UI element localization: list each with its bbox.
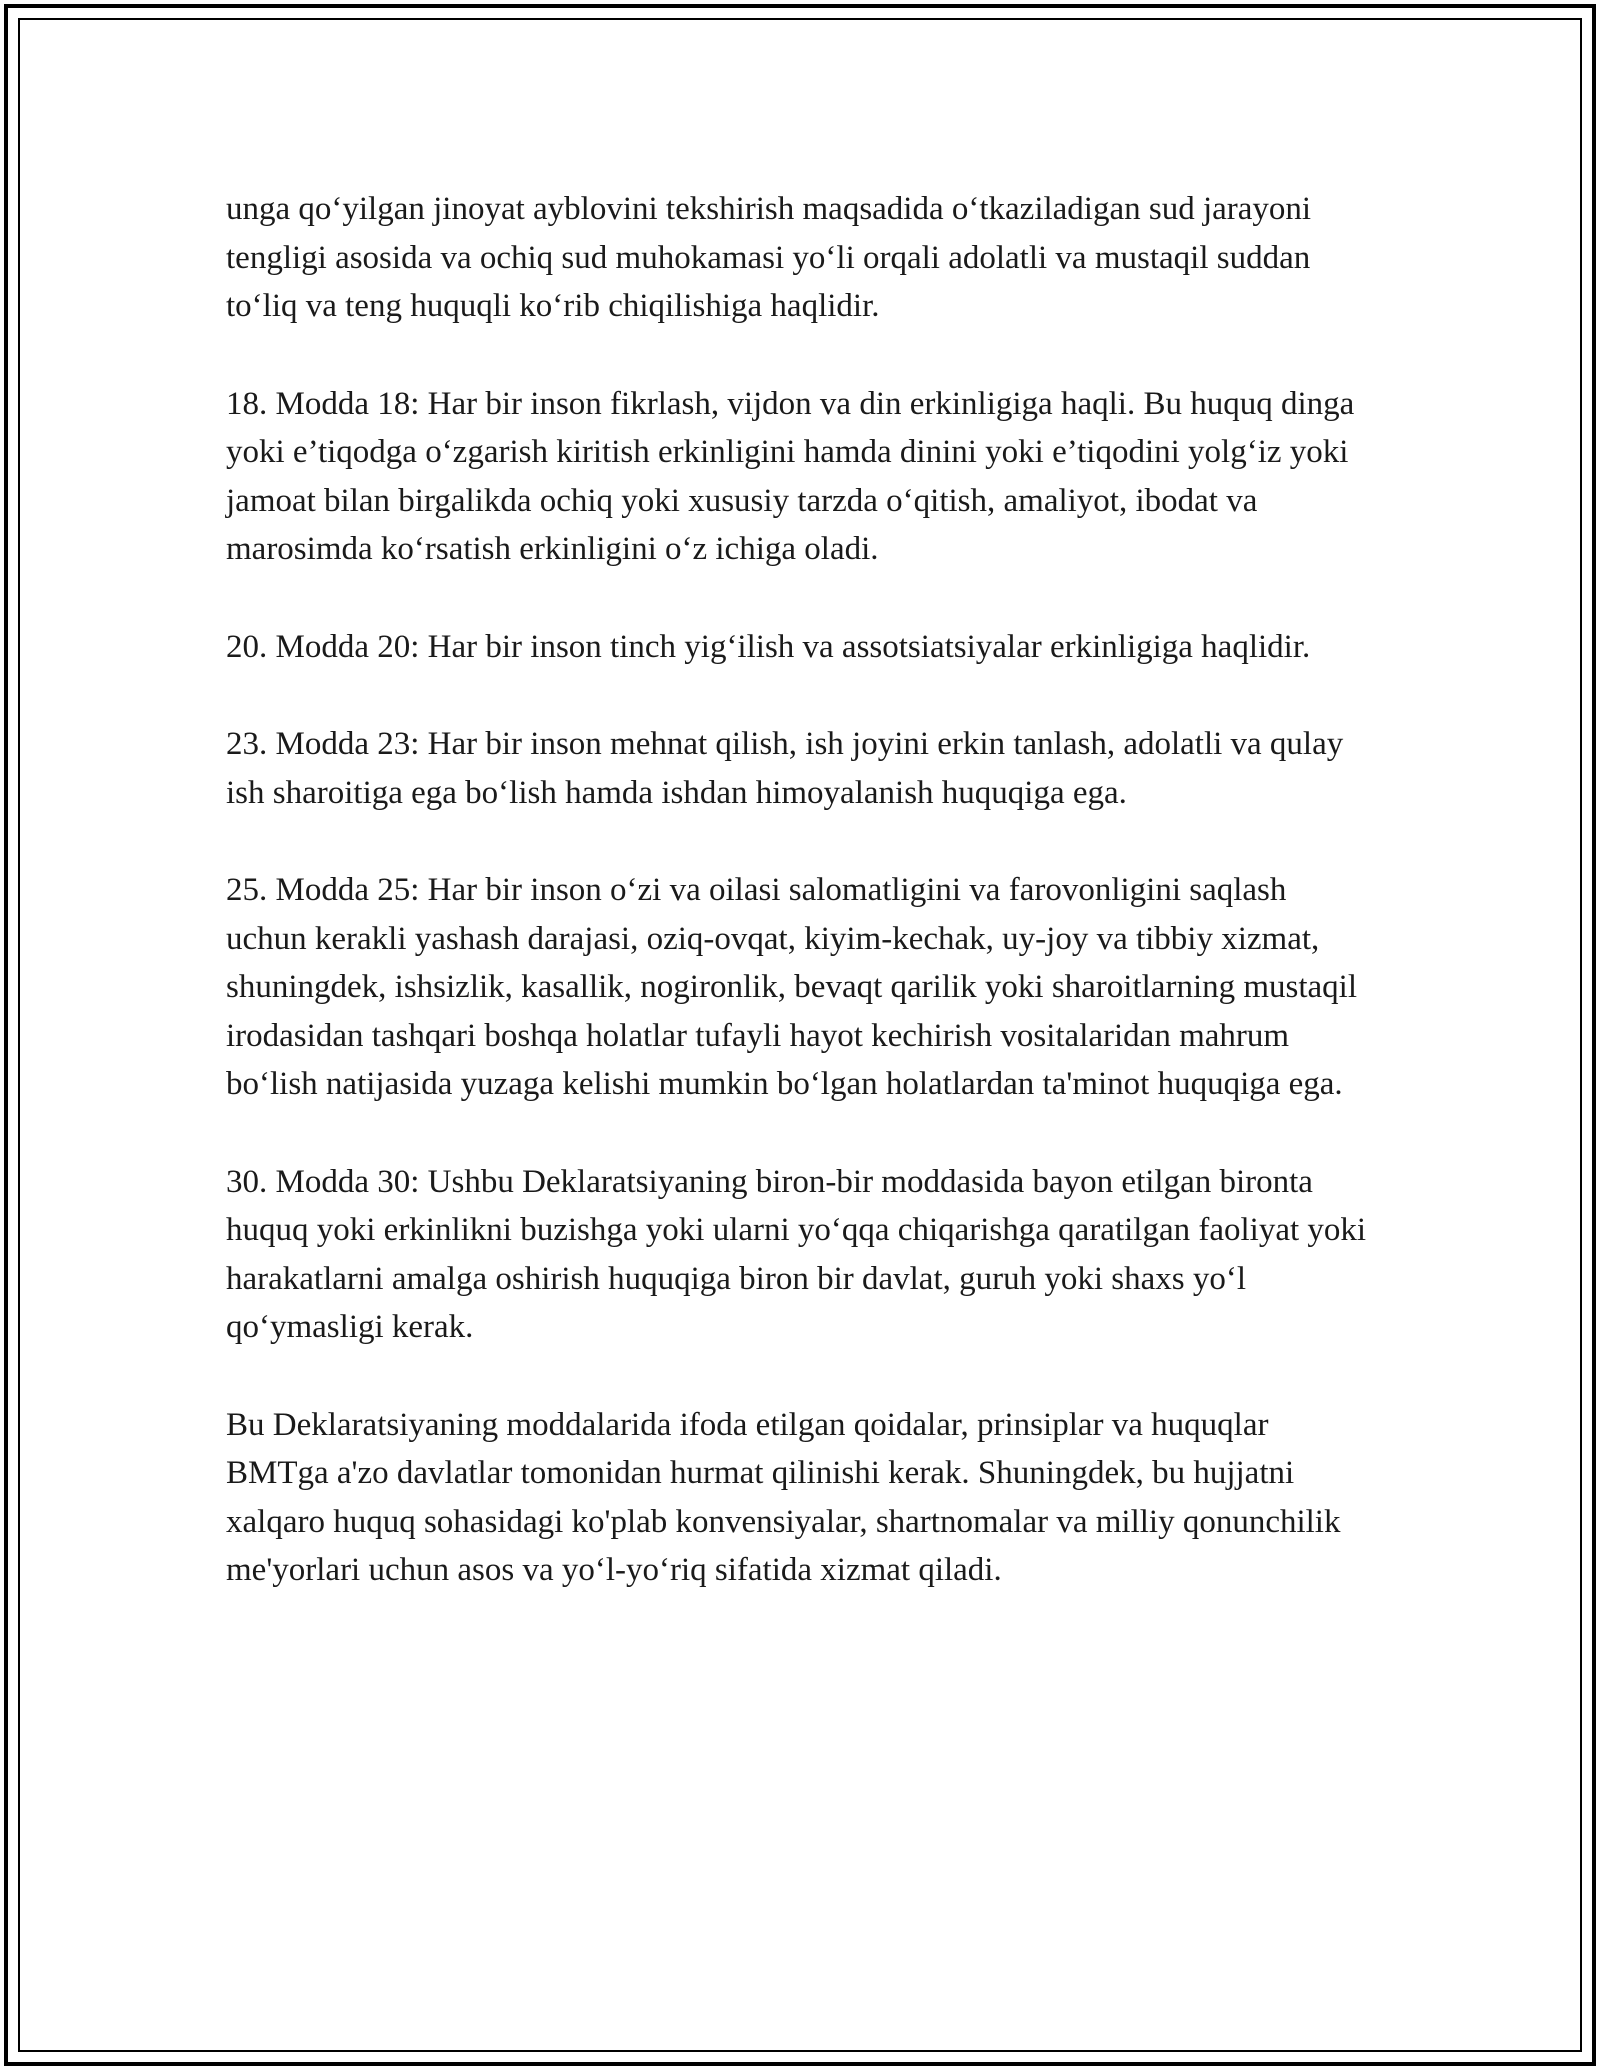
paragraph-article-25: 25. Modda 25: Har bir inson o‘zi va oilasi salomatligini va farovonligini saqlash uchun kerakli yashash darajasi, oziq-ovqat, kiyim-kechak, uy-joy va tibbiy xizmat, shuningdek, ishsizlik, kasallik, nogironlik, bevaqt qarilik yoki sharoitlarning mustaqil irodasidan tashqari boshqa holatlar tufayli hayot kechirish vositalaridan mahrum bo‘lish natijasida yuzaga kelishi mumkin bo‘lgan holatlardan ta'minot huquqiga ega.: [226, 872, 1358, 1102]
paragraph-article-continuation: unga qo‘yilgan jinoyat ayblovini tekshirish maqsadida o‘tkaziladigan sud jarayoni tengligi asosida va ochiq sud muhokamasi yo‘li orqali adolatli va mustaqil suddan to‘liq va teng huquqli ko‘rib chiqilishiga haqlidir.: [226, 191, 1312, 324]
paragraph-article-20: 20. Modda 20: Har bir inson tinch yig‘ilish va assotsiatsiyalar erkinligiga haqlidir.: [226, 628, 1311, 665]
paragraph-article-23: 23. Modda 23: Har bir inson mehnat qilish, ish joyini erkin tanlash, adolatli va qulay ish sharoitiga ega bo‘lish hamda ishdan himoyalanish huquqiga ega.: [226, 726, 1344, 811]
paragraph-closing: Bu Deklaratsiyaning moddalarida ifoda etilgan qoidalar, prinsiplar va huquqlar BMTga a'zo davlatlar tomonidan hurmat qilinishi kerak. Shuningdek, bu hujjatni xalqaro huquq sohasidagi ko'plab konvensiyalar, shartnomalar va milliy qonunchilik me'yorlari uchun asos va yo‘l-yo‘riq sifatida xizmat qiladi.: [226, 1406, 1341, 1588]
paragraph-article-18: 18. Modda 18: Har bir inson fikrlash, vijdon va din erkinligiga haqli. Bu huquq dinga yoki e’tiqodga o‘zgarish kiritish erkinligini hamda dinini yoki e’tiqodini yolg‘iz yoki jamoat bilan birgalikda ochiq yoki xususiy tarzda o‘qitish, amaliyot, ibodat va marosimda ko‘rsatish erkinligini o‘z ichiga oladi.: [226, 385, 1355, 567]
paragraph-article-30: 30. Modda 30: Ushbu Deklaratsiyaning biron-bir moddasida bayon etilgan bironta huquq yoki erkinlikni buzishga yoki ularni yo‘qqa chiqarishga qaratilgan faoliyat yoki harakatlarni amalga oshirish huquqiga biron bir davlat, guruh yoki shaxs yo‘l qo‘ymasligi kerak.: [226, 1163, 1367, 1345]
document-body: [226, 185, 1371, 1644]
